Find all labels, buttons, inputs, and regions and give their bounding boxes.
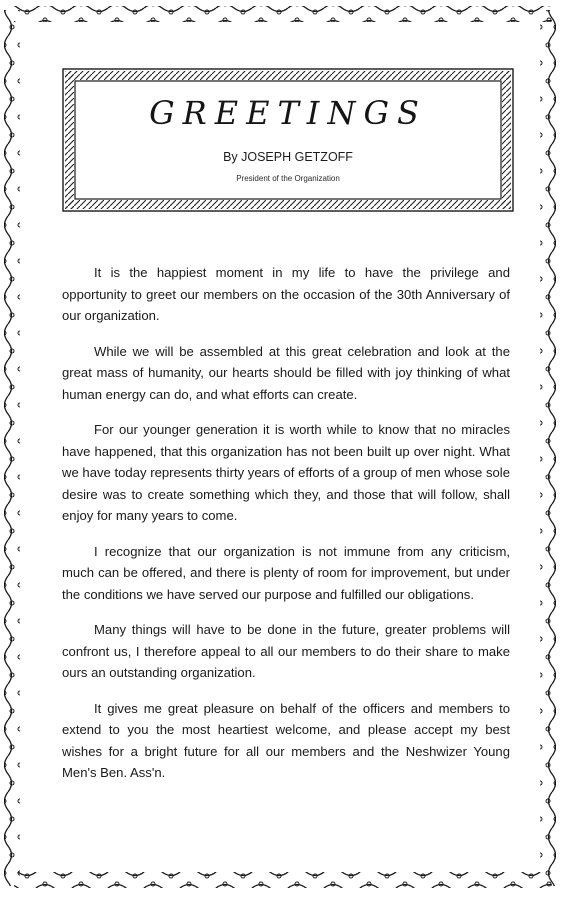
author-byline: By JOSEPH GETZOFF [223,150,353,164]
header-box [62,68,514,212]
header-frame [62,68,514,212]
paragraph-4: I recognize that our organization is not immune from any criticism, much can be offered, and there is plenty of room for improvement, but under the conditions we have served our purpose and fulfilled our obligations. [62,543,510,602]
page-title: GREETINGS [149,94,427,132]
paragraph-6: It gives me great pleasure on behalf of the officers and members to extend to you the most heartiest welcome, and please accept my best wishes for a bright future for all our members and the Neshwizer Young Men's Ben. Ass'n. [62,700,510,780]
paragraph-1: It is the happiest moment in my life to have the privilege and opportunity to greet our members on the occasion of the 30th Anniversary of our organization. [62,265,510,323]
letter-body [62,262,510,798]
paragraph-5: Many things will have to be done in the future, greater problems will confront us, I therefore appeal to all our members to do their share to make ours an outstanding organization. [62,622,510,680]
author-position: President of the Organization [236,174,340,183]
paragraph-2: While we will be assembled at this great celebration and look at the great mass of humanity, our hearts should be filled with joy thinking of what human energy can do, and what efforts can create. [62,343,510,402]
paragraph-3: For our younger generation it is worth while to know that no miracles have happened, that this organization has not been built up over night. What we have today represents thirty years of efforts of a group of men whose sole desire was to create something which they, and those that will follow, shall enjoy for many years to come. [62,422,510,523]
